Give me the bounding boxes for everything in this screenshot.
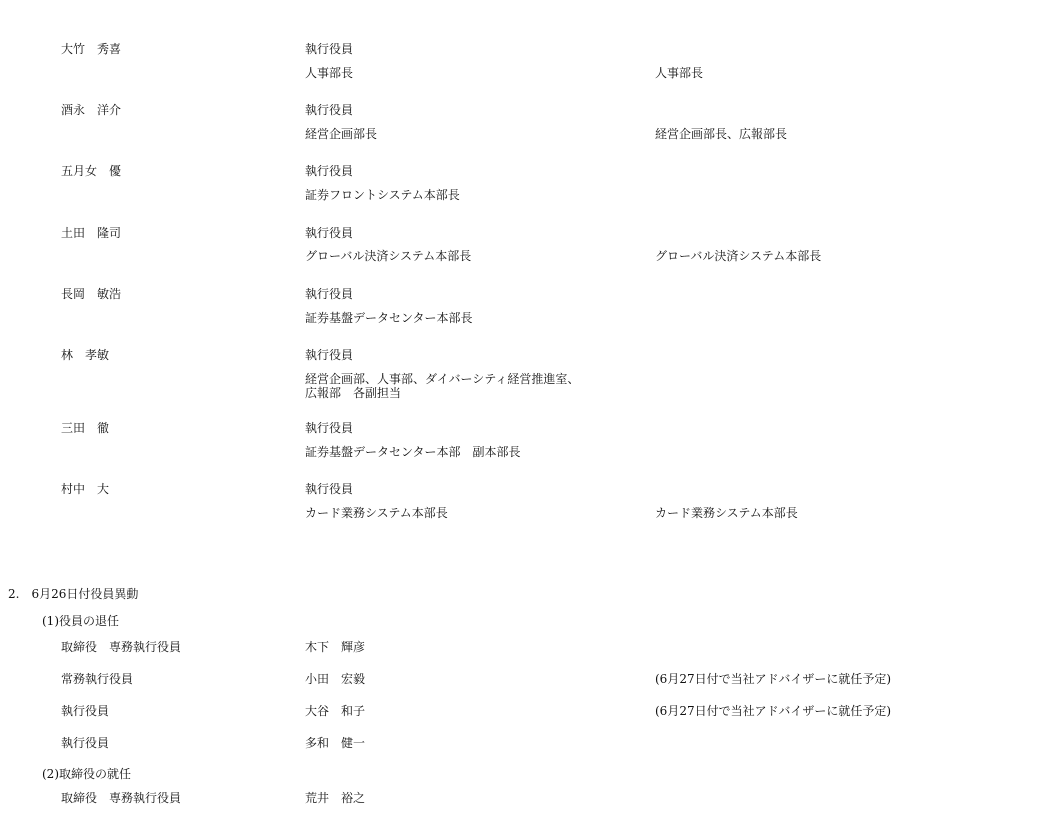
officer-department: 証券基盤データセンター本部 副本部長	[305, 445, 521, 459]
officer-title: 執行役員	[305, 164, 354, 178]
section-heading: 2. 6月26日付役員異動	[8, 587, 139, 601]
retiree-role: 執行役員	[61, 736, 110, 750]
officer-name: 五月女 優	[61, 164, 122, 178]
officer-name: 長岡 敏浩	[61, 287, 122, 301]
officer-department: 証券基盤データセンター本部長	[305, 311, 473, 325]
officer-name: 土田 隆司	[61, 226, 122, 240]
officer-name: 大竹 秀喜	[61, 42, 122, 56]
retiree-name: 多和 健一	[305, 736, 366, 750]
officer-name: 三田 徹	[61, 421, 110, 435]
officer-name: 酒永 洋介	[61, 103, 122, 117]
subsection-label-appointment: (2)取締役の就任	[42, 767, 131, 781]
retiree-note: (6月27日付で当社アドバイザーに就任予定)	[655, 672, 892, 686]
officer-department: カード業務システム本部長	[305, 506, 448, 520]
officer-name: 村中 大	[61, 482, 110, 496]
officer-title: 執行役員	[305, 103, 354, 117]
officer-title: 執行役員	[305, 482, 354, 496]
officer-previous-position: 経営企画部長、広報部長	[655, 127, 788, 141]
officer-previous-position: カード業務システム本部長	[655, 506, 798, 520]
officer-department: 経営企画部、人事部、ダイバーシティ経営推進室、	[305, 372, 580, 386]
retiree-name: 小田 宏毅	[305, 672, 366, 686]
officer-title: 執行役員	[305, 287, 354, 301]
retiree-name: 大谷 和子	[305, 704, 366, 718]
officer-department: 人事部長	[305, 66, 354, 80]
appointee-name: 荒井 裕之	[305, 791, 366, 805]
appointee-role: 取締役 専務執行役員	[61, 791, 182, 805]
officer-name: 林 孝敏	[61, 348, 110, 362]
retiree-role: 執行役員	[61, 704, 110, 718]
officer-title: 執行役員	[305, 42, 354, 56]
subsection-label-retirement: (1)役員の退任	[42, 614, 119, 628]
officer-department-continued: 広報部 各副担当	[305, 386, 402, 400]
officer-department: 経営企画部長	[305, 127, 378, 141]
officer-previous-position: グローバル決済システム本部長	[655, 249, 822, 263]
officer-department: グローバル決済システム本部長	[305, 249, 472, 263]
officer-previous-position: 人事部長	[655, 66, 704, 80]
officer-title: 執行役員	[305, 421, 354, 435]
officer-title: 執行役員	[305, 348, 354, 362]
retiree-role: 取締役 専務執行役員	[61, 640, 182, 654]
officer-department: 証券フロントシステム本部長	[305, 188, 460, 202]
retiree-name: 木下 輝彦	[305, 640, 366, 654]
retiree-role: 常務執行役員	[61, 672, 134, 686]
retiree-note: (6月27日付で当社アドバイザーに就任予定)	[655, 704, 892, 718]
officer-title: 執行役員	[305, 226, 354, 240]
